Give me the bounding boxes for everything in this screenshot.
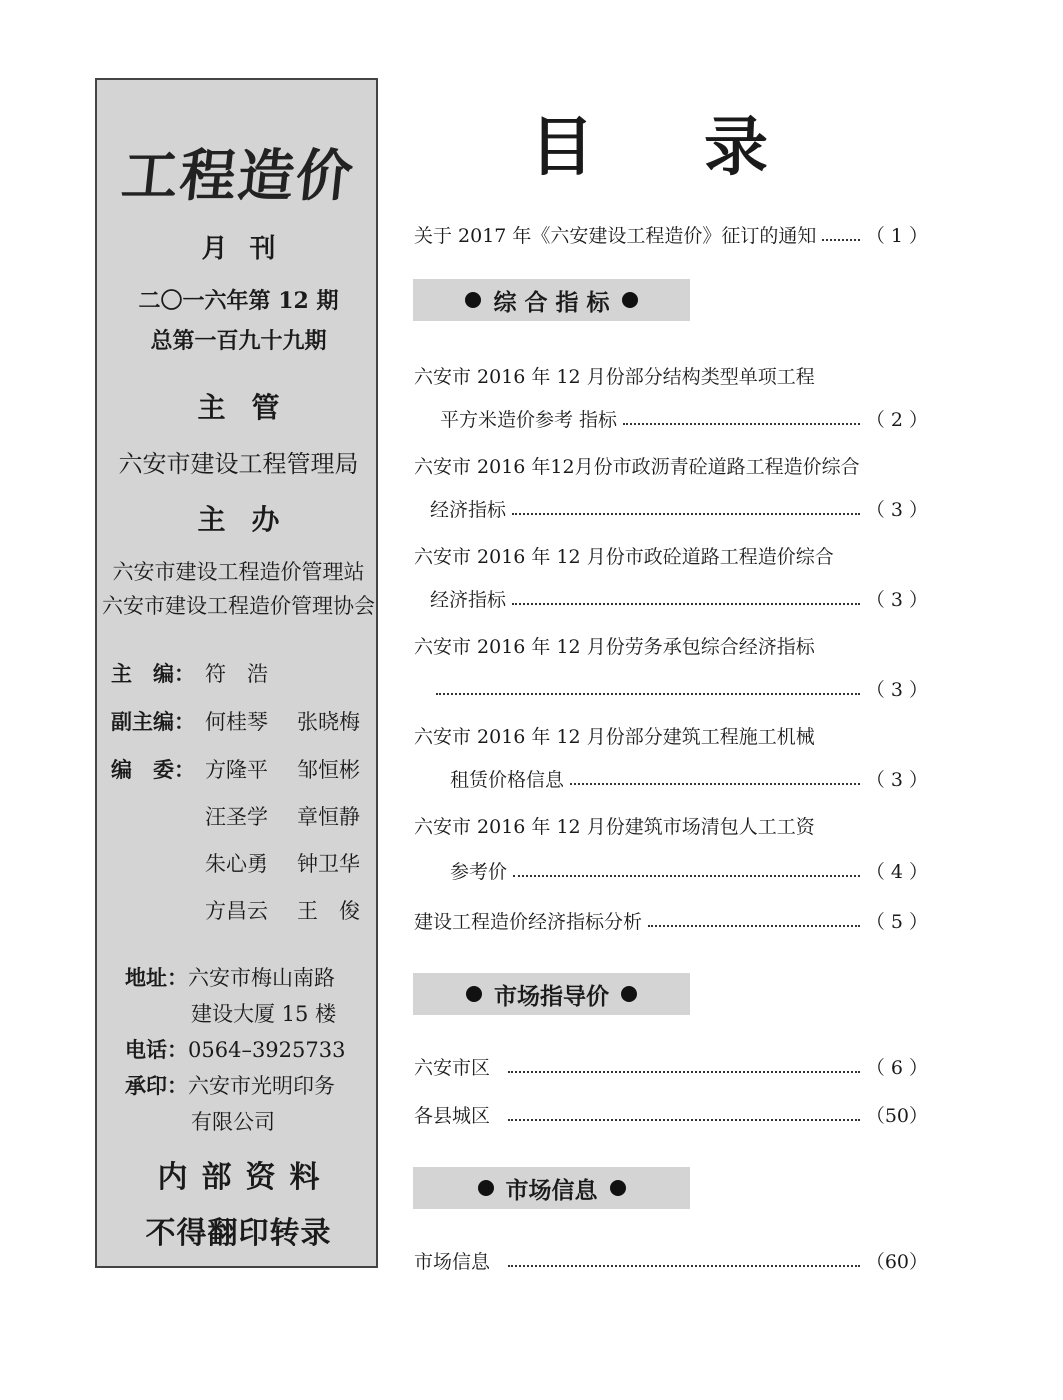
toc-entry-title[interactable]: 六安市 2016 年 12 月份部分结构类型单项工程 [414, 366, 815, 388]
staff-row [111, 895, 389, 925]
leader-dots [508, 1265, 860, 1267]
sponsor-name: 六安市建设工程造价管理站 [112, 560, 365, 584]
toc-page-number: （50） [865, 1105, 928, 1127]
bullet-icon [465, 292, 481, 308]
staff-name: 符 浩 [205, 662, 268, 686]
leader-dots [436, 693, 860, 695]
printer-line [125, 1070, 335, 1100]
toc-entry-text: 租赁价格信息 [450, 769, 565, 791]
toc-page-number: （ 3 ） [865, 499, 928, 521]
phone-label: 电话： [125, 1037, 188, 1062]
printer-value: 六安市光明印务 [188, 1074, 335, 1098]
toc-entry-text: 各县城区 [414, 1105, 491, 1127]
toc-entry-text: 经济指标 [430, 589, 507, 611]
leader-dots [512, 513, 860, 515]
staff-row [111, 706, 389, 736]
bullet-icon [466, 986, 482, 1002]
toc-entry[interactable] [414, 760, 928, 792]
address-label: 地址： [125, 965, 188, 990]
staff-name: 方隆平 [205, 758, 268, 782]
toc-page-number: （ 1 ） [865, 225, 928, 247]
staff-role: 副主编： [111, 709, 195, 734]
toc-entry-title[interactable]: 六安市 2016 年 12 月份建筑市场清包人工工资 [414, 816, 815, 838]
supervisor-heading: 主管 [197, 391, 306, 424]
issue-number: 二〇一六年第 12 期 [138, 288, 339, 314]
staff-name: 王 俊 [297, 899, 360, 923]
no-copy-notice: 不得翻印转录 [145, 1216, 332, 1251]
staff-name: 钟卫华 [297, 852, 360, 876]
phone-line [125, 1034, 345, 1064]
section-title: 市场指导价 [494, 982, 609, 1010]
toc-entry[interactable] [414, 902, 928, 934]
masthead-panel [95, 78, 378, 1268]
sponsor-name: 六安市建设工程造价管理协会 [102, 594, 375, 618]
magazine-logo: 工程造价 [118, 143, 358, 209]
leader-dots [508, 1119, 860, 1121]
staff-name: 邹恒彬 [297, 758, 360, 782]
section-banner [413, 973, 690, 1015]
printer-label: 承印： [125, 1073, 188, 1098]
staff-role: 编 委： [111, 757, 195, 782]
supervisor-name: 六安市建设工程管理局 [118, 450, 359, 478]
leader-dots [512, 603, 860, 605]
staff-row [111, 754, 389, 784]
toc-entry-title[interactable]: 六安市 2016 年 12 月份市政砼道路工程造价综合 [414, 546, 834, 568]
staff-name: 朱心勇 [205, 852, 268, 876]
toc-entry[interactable] [414, 670, 928, 702]
staff-name: 章恒静 [297, 805, 360, 829]
phone-value: 0564–3925733 [188, 1038, 346, 1062]
toc-entry[interactable] [414, 1096, 928, 1128]
toc-entry-text: 参考价 [450, 861, 508, 883]
staff-name: 何桂琴 [205, 710, 268, 734]
total-issue-number: 总第一百九十九期 [150, 328, 327, 354]
frequency-label: 月刊 [201, 234, 298, 264]
leader-dots [508, 1071, 860, 1073]
toc-page-number: （ 2 ） [865, 409, 928, 431]
toc-entry-text: 经济指标 [430, 499, 507, 521]
toc-entry[interactable] [414, 400, 928, 432]
toc-entry[interactable] [414, 580, 928, 612]
staff-role: 主 编： [111, 661, 195, 686]
leader-dots [623, 423, 860, 425]
address-line [125, 962, 335, 992]
toc-title: 目录 [530, 110, 878, 185]
toc-page-number: （ 3 ） [865, 589, 928, 611]
toc-entry-title[interactable]: 六安市 2016 年12月份市政沥青砼道路工程造价综合 [414, 456, 860, 478]
bullet-icon [622, 292, 638, 308]
toc-entry[interactable] [414, 1048, 928, 1080]
toc-entry-text: 关于 2017 年《六安建设工程造价》征订的通知 [414, 225, 817, 247]
section-banner [413, 1167, 690, 1209]
toc-entry[interactable] [414, 490, 928, 522]
toc-entry-text: 市场信息 [414, 1251, 491, 1273]
address-line: 建设大厦 15 楼 [191, 1002, 337, 1026]
leader-dots [648, 925, 860, 927]
toc-entry-text: 建设工程造价经济指标分析 [414, 911, 643, 933]
toc-entry-text: 六安市区 [414, 1057, 491, 1079]
toc-page-number: （ 3 ） [865, 769, 928, 791]
section-title: 综 合 指 标 [493, 288, 610, 316]
toc-entry[interactable] [414, 1242, 928, 1274]
leader-dots [570, 783, 860, 785]
toc-entry[interactable] [414, 852, 928, 884]
staff-name: 张晓梅 [297, 710, 360, 734]
address-value: 六安市梅山南路 [188, 966, 335, 990]
staff-row [111, 801, 389, 831]
section-banner [413, 279, 690, 321]
staff-row [111, 848, 389, 878]
leader-dots [822, 239, 859, 241]
internal-material-notice: 内部资料 [157, 1160, 334, 1195]
toc-entry[interactable] [414, 216, 928, 248]
leader-dots [513, 875, 860, 877]
toc-entry-text: 平方米造价参考 指标 [440, 409, 618, 431]
sponsor-heading: 主办 [197, 503, 306, 536]
printer-line: 有限公司 [191, 1110, 275, 1134]
toc-page-number: （ 4 ） [865, 861, 928, 883]
toc-entry-title[interactable]: 六安市 2016 年 12 月份劳务承包综合经济指标 [414, 636, 815, 658]
bullet-icon [621, 986, 637, 1002]
staff-name: 方昌云 [205, 899, 268, 923]
toc-entry-title[interactable]: 六安市 2016 年 12 月份部分建筑工程施工机械 [414, 726, 815, 748]
bullet-icon [478, 1180, 494, 1196]
toc-page-number: （60） [865, 1251, 928, 1273]
toc-page-number: （ 3 ） [865, 679, 928, 701]
bullet-icon [610, 1180, 626, 1196]
toc-page-number: （ 5 ） [865, 911, 928, 933]
toc-page-number: （ 6 ） [865, 1057, 928, 1079]
staff-row [111, 658, 389, 688]
section-title: 市场信息 [505, 1176, 598, 1204]
staff-name: 汪圣学 [205, 805, 268, 829]
